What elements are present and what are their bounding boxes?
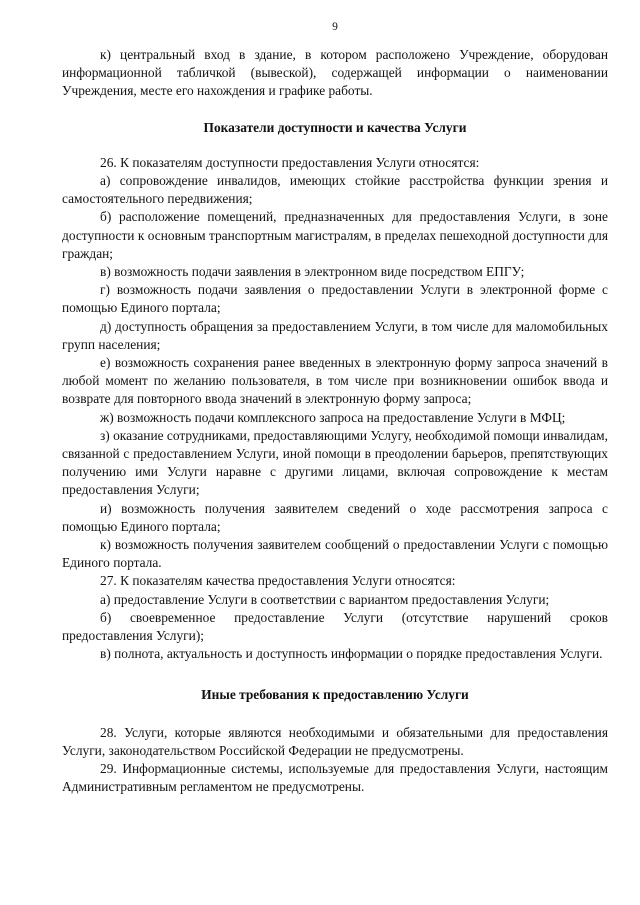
paragraph-26-e: е) возможность сохранения ранее введенных в электронную форму запроса значений в любой момент по желанию пользователя, в том числе при возникновении ошибок ввода и возврате для повторного ввода значений в электронную форму запроса; <box>62 355 608 407</box>
paragraph-28: 28. Услуги, которые являются необходимыми и обязательными для предоставления Услуги, законодательством Российской Федерации не предусмотрены. <box>62 724 608 758</box>
paragraph-26-g: г) возможность подачи заявления о предоставлении Услуги в электронной форме с помощью Единого портала; <box>62 282 608 316</box>
paragraph-27: 27. К показателям качества предоставления Услуги относятся: <box>100 573 456 589</box>
section-accessibility-body <box>62 154 608 664</box>
intro-paragraph: к) центральный вход в здание, в котором расположено Учреждение, оборудован информационной табличкой (вывеской), содержащей информации о наименовании Учреждения, месте его нахождения и графике работы. <box>62 47 608 99</box>
section-title-accessibility: Показатели доступности и качества Услуги <box>203 119 467 135</box>
paragraph-26-b: б) расположение помещений, предназначенных для предоставления Услуги, в зоне доступности к основным транспортным магистралям, в пределах пешеходной доступности для граждан; <box>62 209 608 261</box>
paragraph-27-a: а) предоставление Услуги в соответствии с вариантом предоставления Услуги; <box>100 591 550 607</box>
document-page <box>62 20 608 797</box>
paragraph-29: 29. Информационные системы, используемые для предоставления Услуги, настоящим Административным регламентом не предусмотрены. <box>62 761 608 795</box>
paragraph-26-d: д) доступность обращения за предоставлением Услуги, в том числе для маломобильных групп населения; <box>62 318 608 352</box>
page-number: 9 <box>332 21 338 33</box>
paragraph-26-k: к) возможность получения заявителем сообщений о предоставлении Услуги с помощью Единого портала. <box>62 537 608 571</box>
paragraph-26-a: а) сопровождение инвалидов, имеющих стойкие расстройства функции зрения и самостоятельного передвижения; <box>62 173 608 207</box>
paragraph-26-v: в) возможность подачи заявления в электронном виде посредством ЕПГУ; <box>100 264 525 280</box>
paragraph-27-v: в) полнота, актуальность и доступность информации о порядке предоставления Услуги. <box>100 646 603 662</box>
section-title-other-requirements: Иные требования к предоставлению Услуги <box>201 686 469 702</box>
paragraph-26: 26. К показателям доступности предоставления Услуги относятся: <box>100 154 480 170</box>
paragraph-26-zh: ж) возможность подачи комплексного запроса на предоставление Услуги в МФЦ; <box>100 409 566 425</box>
paragraph-27-b: б) своевременное предоставление Услуги (отсутствие нарушений сроков предоставления Услуги); <box>62 609 608 644</box>
paragraph-26-i: и) возможность получения заявителем сведений о ходе рассмотрения запроса с помощью Единого портала; <box>62 500 608 534</box>
section-other-requirements-body <box>62 724 608 797</box>
paragraph-26-z: з) оказание сотрудниками, предоставляющими Услугу, необходимой помощи инвалидам, связанной с предоставлением Услуги, иной помощи в преодолении барьеров, препятствующих получению ими Услуги наравне с другими лицами, включая сопровождение к местам предоставления Услуги; <box>62 427 608 498</box>
